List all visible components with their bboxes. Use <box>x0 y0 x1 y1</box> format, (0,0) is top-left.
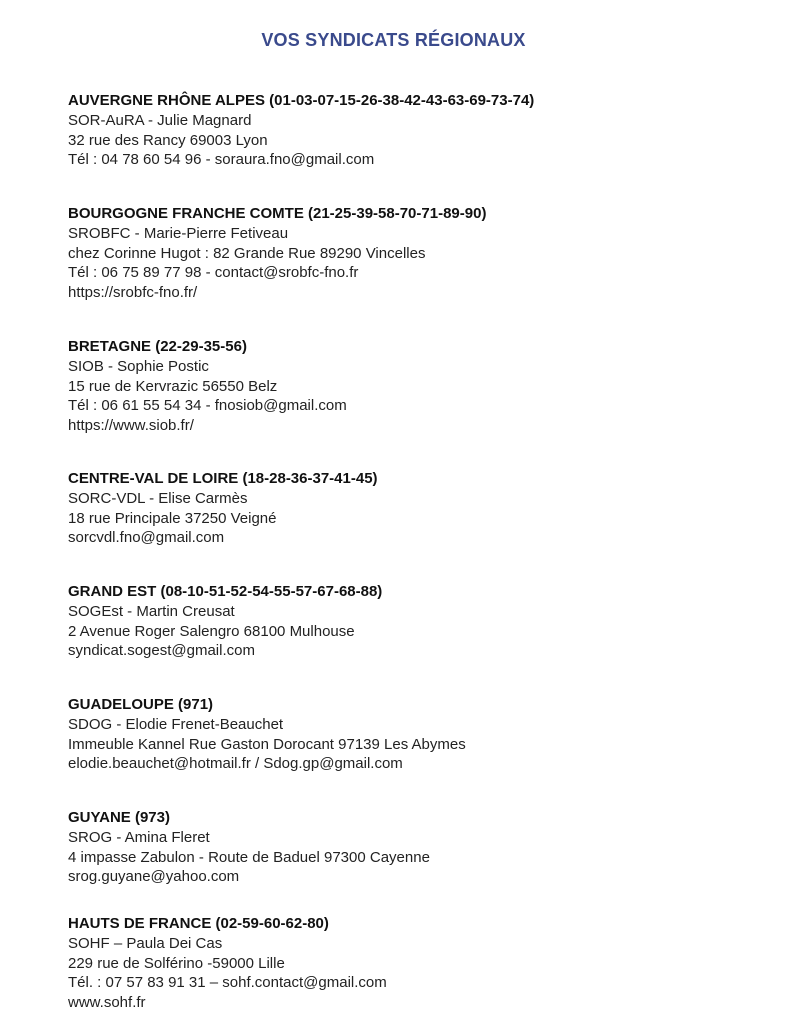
region-address: 18 rue Principale 37250 Veigné <box>68 509 277 527</box>
region-heading: GUADELOUPE (971) <box>68 696 214 713</box>
region-address: 4 impasse Zabulon - Route de Baduel 97300 Cayenne <box>68 848 430 866</box>
region-address: 229 rue de Solférino -59000 Lille <box>68 954 285 972</box>
region-contact: SDOG - Elodie Frenet-Beauchet <box>68 715 284 733</box>
region-address: Immeuble Kannel Rue Gaston Dorocant 97139 Les Abymes <box>68 735 466 753</box>
page-title: VOS SYNDICATS RÉGIONAUX <box>261 30 526 50</box>
region-contact: SROG - Amina Fleret <box>68 828 210 846</box>
region-website: https://www.siob.fr/ <box>68 417 194 435</box>
region-contact: SIOB - Sophie Postic <box>68 357 209 375</box>
region-centre-val-de-loire <box>68 469 768 548</box>
region-bourgogne-franche-comte <box>68 204 768 303</box>
region-address: 32 rue des Rancy 69003 Lyon <box>68 131 268 149</box>
region-heading: GUYANE (973) <box>68 809 170 826</box>
region-heading: HAUTS DE FRANCE (02-59-60-62-80) <box>68 915 329 932</box>
region-grand-est <box>68 582 768 661</box>
region-contact: SOHF – Paula Dei Cas <box>68 934 223 952</box>
region-email: sorcvdl.fno@gmail.com <box>68 529 225 547</box>
region-email: syndicat.sogest@gmail.com <box>68 642 255 660</box>
region-contact: SOGEst - Martin Creusat <box>68 602 235 620</box>
region-phone-email: Tél : 06 61 55 54 34 - fnosiob@gmail.com <box>68 397 347 415</box>
region-contact: SORC-VDL - Elise Carmès <box>68 489 248 507</box>
region-contact: SOR-AuRA - Julie Magnard <box>68 111 252 129</box>
region-heading: AUVERGNE RHÔNE ALPES (01-03-07-15-26-38-42-43-63-69-73-74) <box>68 92 535 109</box>
region-website: https://srobfc-fno.fr/ <box>68 284 198 302</box>
region-hauts-de-france <box>68 914 768 1013</box>
region-guadeloupe <box>68 695 768 774</box>
region-website: www.sohf.fr <box>68 994 146 1012</box>
region-address: 15 rue de Kervrazic 56550 Belz <box>68 377 278 395</box>
region-address: chez Corinne Hugot : 82 Grande Rue 89290 Vincelles <box>68 244 426 262</box>
region-email: elodie.beauchet@hotmail.fr / Sdog.gp@gmail.com <box>68 755 403 773</box>
region-auvergne-rhone-alpes <box>68 91 768 170</box>
region-heading: GRAND EST (08-10-51-52-54-55-57-67-68-88) <box>68 583 383 600</box>
region-phone-email: Tél. : 07 57 83 91 31 – sohf.contact@gmail.com <box>68 974 387 992</box>
region-email: srog.guyane@yahoo.com <box>68 868 240 886</box>
region-phone-email: Tél : 04 78 60 54 96 - soraura.fno@gmail.com <box>68 151 375 169</box>
region-address: 2 Avenue Roger Salengro 68100 Mulhouse <box>68 622 355 640</box>
region-heading: BRETAGNE (22-29-35-56) <box>68 338 247 355</box>
region-guyane <box>68 808 768 887</box>
region-heading: BOURGOGNE FRANCHE COMTE (21-25-39-58-70-71-89-90) <box>68 205 487 222</box>
region-bretagne <box>68 337 768 436</box>
region-phone-email: Tél : 06 75 89 77 98 - contact@srobfc-fno.fr <box>68 264 359 282</box>
region-heading: CENTRE-VAL DE LOIRE (18-28-36-37-41-45) <box>68 470 378 487</box>
region-contact: SROBFC - Marie-Pierre Fetiveau <box>68 224 289 242</box>
